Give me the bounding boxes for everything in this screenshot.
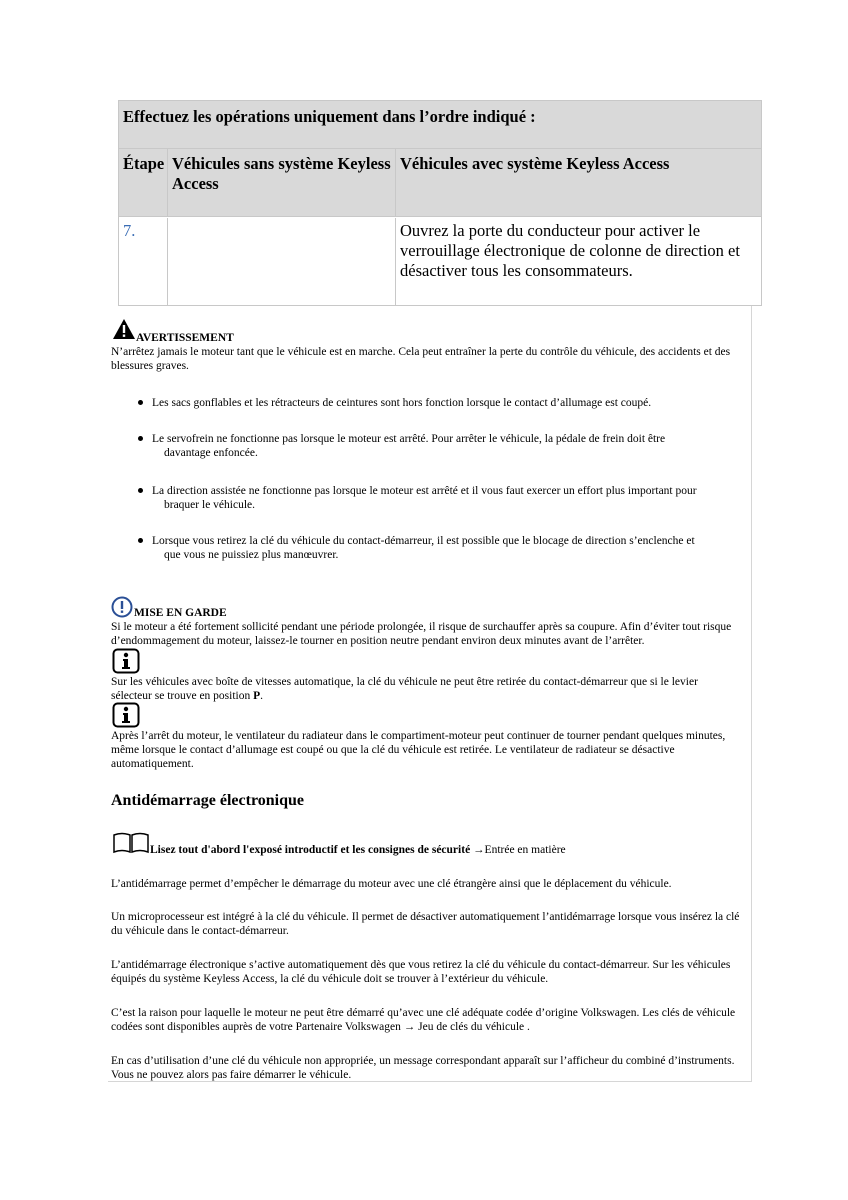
bullet-dot: [138, 400, 143, 405]
key-set-link[interactable]: → Jeu de clés du véhicule: [403, 1021, 525, 1033]
warning-bullet: [138, 432, 738, 460]
note-radiator-fan: Après l’arrêt du moteur, le ventilateur du radiateur dans le compartiment-moteur peut continuer de tourner pendant quelques minutes, même lorsque le contact d’allumage est coupé ou que la clé du véhicule est retirée. Le ventilateur de radiateur se désactive automatiquement.: [111, 730, 726, 770]
paragraph: Un microprocesseur est intégré à la clé du véhicule. Il permet de désactiver automatiquement l’antidémarrage lorsque vous insérez la clé du véhicule dans le contact-démarreur.: [111, 911, 740, 937]
bullet-line: La direction assistée ne fonctionne pas lorsque le moteur est arrêté et il vous faut exercer un effort plus important pour: [152, 485, 697, 497]
warning-bullet: [138, 484, 738, 512]
bullet-dot: [138, 436, 143, 441]
gear-position: P: [253, 690, 261, 702]
caution-title: MISE EN GARDE: [134, 607, 227, 619]
caution-text: Si le moteur a été fortement sollicité pendant une période prolongée, il risque de surchauffer après sa coupure. Afin d’éviter tout risque d’endommagement du moteur, laissez-le tourner en position neutre pendant environ deux minutes avant de l’arrêter.: [111, 621, 732, 647]
bullet-dot: [138, 488, 143, 493]
without-keyless-cell: [168, 218, 396, 305]
table-title: Effectuez les opérations uniquement dans l’ordre indiqué :: [119, 101, 761, 149]
note-text-end: .: [260, 690, 264, 702]
paragraph: L’antidémarrage permet d’empêcher le démarrage du moteur avec une clé étrangère ainsi que le déplacement du véhicule.: [111, 878, 672, 890]
paragraph: [111, 1006, 741, 1034]
read-first-line: [150, 843, 566, 857]
column-header-with-keyless: Véhicules avec système Keyless Access: [396, 149, 761, 217]
bullet-line: Lorsque vous retirez la clé du véhicule du contact-démarreur, il est possible que le blocage de direction s’enclenche et: [152, 535, 695, 547]
note-automatic-gearbox: [111, 675, 741, 703]
warning-title: AVERTISSEMENT: [136, 332, 234, 344]
book-icon: [112, 832, 150, 854]
warning-bullet: [138, 534, 738, 562]
warning-intro: N’arrêtez jamais le moteur tant que le véhicule est en marche. Cela peut entraîner la perte du contrôle du véhicule, des accidents et des blessures graves.: [111, 346, 731, 372]
step-cell: [119, 218, 168, 305]
paragraph: L’antidémarrage électronique s’active automatiquement dès que vous retirez la clé du véhicule du contact-démarreur. Sur les véhicules équipés du système Keyless Access, la clé du véhicule doit se trouver à l’extérieur du véhicule.: [111, 959, 731, 985]
section-heading: Antidémarrage électronique: [111, 792, 304, 809]
bullet-line-continued: que vous ne puissiez plus manœuvrer.: [164, 549, 339, 561]
info-icon: [112, 702, 140, 728]
read-first-text: Lisez tout d'abord l'exposé introductif et les consignes de sécurité: [150, 844, 471, 856]
bullet-line: Les sacs gonflables et les rétracteurs de ceintures sont hors fonction lorsque le contact d’allumage est coupé.: [152, 397, 652, 409]
bullet-line: Le servofrein ne fonctionne pas lorsque le moteur est arrêté. Pour arrêter le véhicule, la pédale de frein doit être: [152, 433, 666, 445]
bullet-line-continued: davantage enfoncée.: [164, 447, 258, 459]
caution-icon: [110, 596, 134, 618]
warning-bullet: [138, 396, 738, 410]
with-keyless-cell: Ouvrez la porte du conducteur pour activer le verrouillage électronique de colonne de direction et désactiver tous les consommateurs.: [400, 221, 740, 280]
info-icon: [112, 648, 140, 674]
paragraph: En cas d’utilisation d’une clé du véhicule non appropriée, un message correspondant apparaît sur l’afficheur du combiné d’instruments. Vous ne pouvez alors pas faire démarrer le véhicule.: [111, 1055, 735, 1081]
bullet-line-continued: braquer le véhicule.: [164, 499, 255, 511]
column-header-step: Étape: [119, 149, 168, 217]
bullet-dot: [138, 538, 143, 543]
step-number-link[interactable]: 7.: [123, 221, 136, 240]
column-header-without-keyless: Véhicules sans système Keyless Access: [168, 149, 396, 217]
warning-icon: [112, 318, 136, 340]
paragraph-text: C’est la raison pour laquelle le moteur ne peut être démarré qu’avec une clé adéquate codée d’origine Volkswagen. Les clés de véhicule codées sont disponibles auprès de votre Partenaire Volkswagen: [111, 1007, 736, 1033]
procedure-table: [118, 100, 762, 306]
intro-link[interactable]: →Entrée en matière: [473, 844, 566, 856]
note-text: Sur les véhicules avec boîte de vitesses automatique, la clé du véhicule ne peut être retirée du contact-démarreur que si le levier sélecteur se trouve en position: [111, 676, 698, 702]
paragraph-end: .: [524, 1021, 530, 1033]
